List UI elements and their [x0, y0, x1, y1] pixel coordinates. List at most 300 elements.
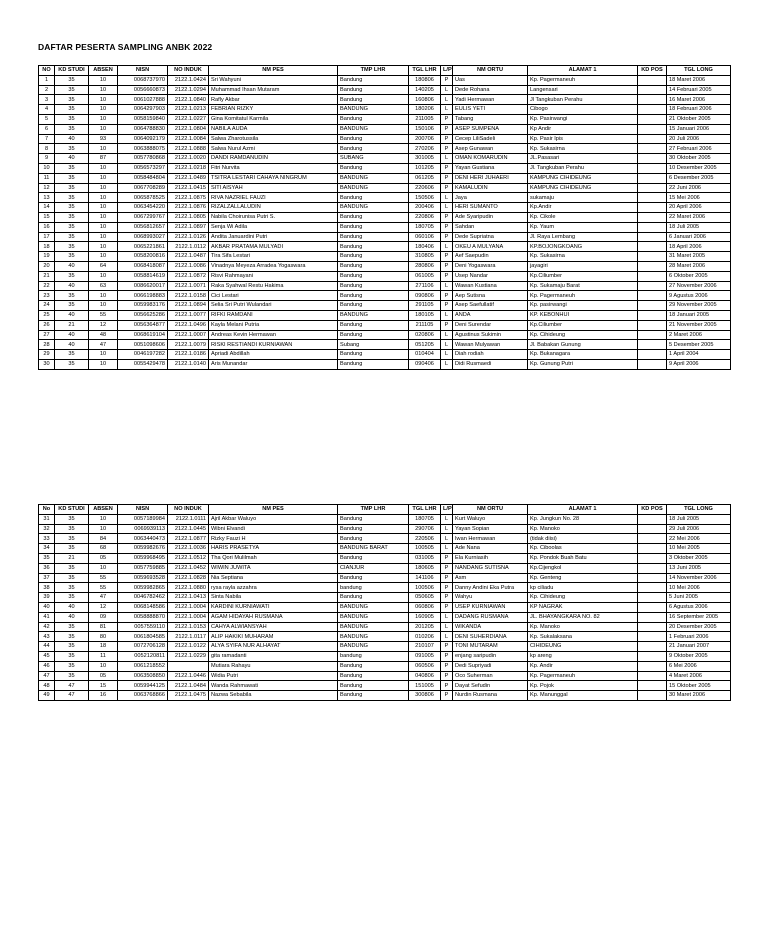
cell-tmp-lhr: Bandung	[338, 573, 409, 583]
cell-tgl-lhr: 180206	[409, 105, 441, 115]
cell-kd-studi: 35	[55, 573, 89, 583]
cell-no-induk: 2122.1.0140	[168, 359, 209, 369]
header-tmp-lhr: TMP LHR	[338, 66, 409, 76]
cell-no: 36	[39, 563, 55, 573]
cell-tmp-lhr: Bandung	[338, 193, 409, 203]
table-row	[39, 544, 731, 554]
cell-absen: 84	[89, 534, 118, 544]
cell-tmp-lhr: Bandung	[338, 320, 409, 330]
cell-kd-studi: 35	[55, 222, 89, 232]
cell-no-induk: 2122.1.0487	[168, 252, 209, 262]
cell-nm-pes: TSITRA LESTARI CAHAYA NINGRUM	[209, 173, 338, 183]
cell-tgl-lhr: 200706	[409, 134, 441, 144]
cell-lp: L	[441, 350, 453, 360]
cell-no: 9	[39, 154, 55, 164]
cell-lp: L	[441, 193, 453, 203]
cell-no: 8	[39, 144, 55, 154]
cell-nm-pes: WIWIN JUWITA	[209, 563, 338, 573]
cell-alamat-1: Kp. Pojok	[528, 681, 638, 691]
cell-tgl-lhr: 180605	[409, 563, 441, 573]
cell-tgl-lhr: 060806	[409, 602, 441, 612]
cell-no-induk: 2122.1.0004	[168, 602, 209, 612]
cell-no: 18	[39, 242, 55, 252]
cell-nm-ortu: Yayan Sopian	[453, 524, 528, 534]
cell-lp: P	[441, 114, 453, 124]
cell-tgl-lhr: 201205	[409, 622, 441, 632]
cell-absen: 55	[89, 583, 118, 593]
cell-alamat-1: KP. KEBONHUI	[528, 310, 638, 320]
cell-nm-pes: Senja Wi Adila	[209, 222, 338, 232]
cell-tgl-lhr: 040806	[409, 671, 441, 681]
cell-alamat-1: Kp. Pagermaneuh	[528, 671, 638, 681]
cell-kd-pos	[638, 291, 667, 301]
cell-tmp-lhr: Bandung	[338, 252, 409, 262]
cell-lp: P	[441, 553, 453, 563]
header-kd-studi: KD STUDI	[55, 505, 89, 515]
cell-lp: L	[441, 310, 453, 320]
cell-alamat-1: Kp.Andir	[528, 203, 638, 213]
cell-absen: 93	[89, 134, 118, 144]
cell-nm-ortu: Dedi Supriyadi	[453, 661, 528, 671]
cell-tgl-long: 18 Juli 2005	[667, 222, 731, 232]
cell-absen: 10	[89, 301, 118, 311]
cell-lp: P	[441, 271, 453, 281]
cell-nm-ortu: Uas	[453, 75, 528, 85]
cell-alamat-1: Kp. Sukasirna	[528, 252, 638, 262]
cell-no-induk: 2122.1.0071	[168, 281, 209, 291]
cell-nisn: 0086620017	[118, 281, 168, 291]
cell-nm-pes: FEBRIAN RIZKY	[209, 105, 338, 115]
table-row	[39, 232, 731, 242]
cell-nisn: 0072706128	[118, 642, 168, 652]
cell-nm-pes: Andita Januardini Putri	[209, 232, 338, 242]
cell-absen: 05	[89, 671, 118, 681]
cell-lp: P	[441, 651, 453, 661]
cell-kd-pos	[638, 271, 667, 281]
cell-alamat-1: Kp. Cihideung	[528, 330, 638, 340]
cell-alamat-1: KAMPUNG CIHIDEUNG	[528, 183, 638, 193]
table-row	[39, 85, 731, 95]
cell-tmp-lhr: Bandung	[338, 359, 409, 369]
cell-tgl-long: 16 Maret 2006	[667, 95, 731, 105]
cell-tgl-long: 27 November 2006	[667, 281, 731, 291]
cell-nm-ortu: DENI SUHERDIANA	[453, 632, 528, 642]
cell-tmp-lhr: Bandung	[338, 524, 409, 534]
cell-tgl-lhr: 061005	[409, 271, 441, 281]
cell-kd-studi: 35	[55, 163, 89, 173]
cell-tgl-long: 13 Juni 2005	[667, 563, 731, 573]
cell-kd-studi: 35	[55, 124, 89, 134]
cell-no: 47	[39, 671, 55, 681]
table-row	[39, 212, 731, 222]
cell-nm-pes: Mutiara Rahayu	[209, 661, 338, 671]
cell-nm-pes: ALYA SYIFA NUR ALHAYAT	[209, 642, 338, 652]
cell-nisn: 0063508850	[118, 671, 168, 681]
cell-lp: P	[441, 681, 453, 691]
cell-tgl-lhr: 310805	[409, 252, 441, 262]
cell-alamat-1: Kp. Pagermaneuh	[528, 291, 638, 301]
cell-no: 22	[39, 281, 55, 291]
cell-no-induk: 2122.1.0424	[168, 75, 209, 85]
cell-absen: 15	[89, 681, 118, 691]
cell-absen: 47	[89, 340, 118, 350]
cell-tgl-long: 22 Maret 2006	[667, 212, 731, 222]
cell-absen: 10	[89, 222, 118, 232]
cell-no-induk: 2122.1.0445	[168, 524, 209, 534]
cell-nm-pes: Aris Munandar	[209, 359, 338, 369]
cell-tmp-lhr: BANDUNG	[338, 622, 409, 632]
cell-nisn: 0068737970	[118, 75, 168, 85]
cell-kd-pos	[638, 281, 667, 291]
cell-nm-pes: RIFKI RAMDANI	[209, 310, 338, 320]
table-row	[39, 183, 731, 193]
cell-alamat-1: Kp. Cihideung	[528, 593, 638, 603]
cell-absen: 11	[89, 651, 118, 661]
cell-tmp-lhr: BANDUNG	[338, 642, 409, 652]
cell-no: 32	[39, 524, 55, 534]
cell-kd-studi: 40	[55, 261, 89, 271]
cell-tgl-long: 2 Maret 2006	[667, 330, 731, 340]
header-kd-pos: KD POS	[638, 66, 667, 76]
cell-kd-pos	[638, 553, 667, 563]
cell-tgl-lhr: 151005	[409, 681, 441, 691]
cell-nm-ortu: Wawan Kustiana	[453, 281, 528, 291]
cell-no-induk: 2122.1.0227	[168, 114, 209, 124]
cell-nisn: 0064788830	[118, 124, 168, 134]
cell-lp: P	[441, 642, 453, 652]
cell-alamat-1: kp ciliadu	[528, 583, 638, 593]
cell-lp: P	[441, 661, 453, 671]
cell-tgl-long: 21 November 2005	[667, 320, 731, 330]
cell-tgl-long: 20 Desember 2005	[667, 622, 731, 632]
cell-kd-pos	[638, 534, 667, 544]
cell-nm-ortu: Asep Gunawan	[453, 144, 528, 154]
cell-nisn: 0064092179	[118, 134, 168, 144]
cell-nm-pes: RISKI RESTIANDI KURNIAWAN	[209, 340, 338, 350]
cell-tgl-lhr: 140205	[409, 85, 441, 95]
cell-no-induk: 2122.1.0877	[168, 534, 209, 544]
cell-nm-pes: ALIP HAKIKI MUHARAM	[209, 632, 338, 642]
cell-alamat-1: Cibogo	[528, 105, 638, 115]
cell-tgl-lhr: 220806	[409, 212, 441, 222]
cell-no: 30	[39, 359, 55, 369]
table-row	[39, 271, 731, 281]
cell-tgl-lhr: 010404	[409, 350, 441, 360]
cell-nisn: 0058814619	[118, 271, 168, 281]
cell-alamat-1: KP.BOJONGKOANG	[528, 242, 638, 252]
cell-nm-pes: RIVA NAZRIEL FAUZI	[209, 193, 338, 203]
header-no: No	[39, 505, 55, 515]
cell-kd-studi: 35	[55, 622, 89, 632]
cell-absen: 10	[89, 291, 118, 301]
cell-kd-studi: 35	[55, 291, 89, 301]
cell-kd-studi: 35	[55, 105, 89, 115]
cell-kd-studi: 35	[55, 242, 89, 252]
cell-kd-pos	[638, 261, 667, 271]
table-row	[39, 291, 731, 301]
cell-absen: 48	[89, 330, 118, 340]
cell-nm-ortu: EULIS YETI	[453, 105, 528, 115]
cell-nm-pes: Widia Putri	[209, 671, 338, 681]
cell-nisn: 0067708289	[118, 183, 168, 193]
cell-tgl-long: 14 Februari 2005	[667, 85, 731, 95]
cell-tgl-long: 9 Oktober 2005	[667, 651, 731, 661]
cell-lp: P	[441, 173, 453, 183]
cell-nisn: 0058484804	[118, 173, 168, 183]
cell-tgl-lhr: 090406	[409, 359, 441, 369]
cell-tmp-lhr: BANDUNG	[338, 173, 409, 183]
cell-kd-pos	[638, 124, 667, 134]
cell-nisn: 0065878525	[118, 193, 168, 203]
cell-kd-pos	[638, 359, 667, 369]
cell-no: 26	[39, 320, 55, 330]
cell-no-induk: 2122.1.0446	[168, 671, 209, 681]
cell-absen: 16	[89, 691, 118, 701]
cell-no-induk: 2122.1.0213	[168, 105, 209, 115]
cell-no-induk: 2122.1.0077	[168, 310, 209, 320]
cell-no-induk: 2122.1.0452	[168, 563, 209, 573]
cell-no: 23	[39, 291, 55, 301]
cell-nm-ortu: OMAN KOMARUDIN	[453, 154, 528, 164]
cell-tmp-lhr: Bandung	[338, 350, 409, 360]
cell-lp: P	[441, 691, 453, 701]
table-row	[39, 144, 731, 154]
cell-no: 31	[39, 514, 55, 524]
cell-kd-studi: 35	[55, 252, 89, 262]
header-kd-studi: KD STUDI	[55, 66, 89, 76]
table-row	[39, 661, 731, 671]
cell-no: 34	[39, 544, 55, 554]
cell-tgl-long: 1 April 2004	[667, 350, 731, 360]
cell-tmp-lhr: Bandung	[338, 691, 409, 701]
cell-nm-pes: Wibni Elvandi	[209, 524, 338, 534]
cell-kd-studi: 35	[55, 193, 89, 203]
cell-tmp-lhr: Bandung	[338, 163, 409, 173]
cell-no-induk: 2122.1.0111	[168, 514, 209, 524]
cell-tgl-lhr: 220606	[409, 183, 441, 193]
cell-nm-ortu: Aef Saepudin	[453, 252, 528, 262]
cell-tgl-lhr: 270206	[409, 144, 441, 154]
cell-nm-ortu: Danny Andini Eka Putra	[453, 583, 528, 593]
cell-no: 43	[39, 632, 55, 642]
cell-absen: 18	[89, 642, 118, 652]
header-no-induk: NO INDUK	[168, 505, 209, 515]
cell-tgl-long: 6 Januari 2006	[667, 232, 731, 242]
cell-kd-pos	[638, 583, 667, 593]
cell-tgl-long: 30 Oktober 2005	[667, 154, 731, 164]
cell-kd-pos	[638, 242, 667, 252]
cell-nm-ortu: Oco Suherman	[453, 671, 528, 681]
cell-kd-pos	[638, 173, 667, 183]
cell-no-induk: 2122.1.0186	[168, 350, 209, 360]
cell-alamat-1: Kp. Sukamaju Barat	[528, 281, 638, 291]
cell-kd-studi: 35	[55, 642, 89, 652]
cell-no: 33	[39, 534, 55, 544]
cell-tgl-lhr: 150506	[409, 193, 441, 203]
table-row	[39, 622, 731, 632]
cell-nm-pes: Rafly Akbar	[209, 95, 338, 105]
cell-no: 29	[39, 350, 55, 360]
cell-kd-pos	[638, 330, 667, 340]
cell-absen: 10	[89, 359, 118, 369]
cell-no-induk: 2122.1.0888	[168, 144, 209, 154]
table-row	[39, 124, 731, 134]
header-no-induk: NO INDUK	[168, 66, 209, 76]
cell-tmp-lhr: Bandung	[338, 291, 409, 301]
cell-tgl-long: 5 Desember 2005	[667, 340, 731, 350]
cell-kd-pos	[638, 310, 667, 320]
cell-kd-pos	[638, 622, 667, 632]
cell-no-induk: 2122.1.0079	[168, 340, 209, 350]
cell-no: 13	[39, 193, 55, 203]
cell-nm-pes: Nabila Choirunisa Putri S.	[209, 212, 338, 222]
cell-tgl-lhr: 180806	[409, 75, 441, 85]
header-nm-pes: NM PES	[209, 505, 338, 515]
cell-absen: 10	[89, 95, 118, 105]
table-row	[39, 242, 731, 252]
cell-kd-studi: 35	[55, 514, 89, 524]
cell-no-induk: 2122.1.0875	[168, 193, 209, 203]
cell-tgl-long: 15 Mei 2006	[667, 193, 731, 203]
cell-kd-pos	[638, 134, 667, 144]
cell-alamat-1: Kp. Cikole	[528, 212, 638, 222]
table-row	[39, 134, 731, 144]
cell-nisn: 0068619104	[118, 330, 168, 340]
cell-kd-studi: 35	[55, 632, 89, 642]
cell-alamat-1: Kp. Sukasirna	[528, 144, 638, 154]
cell-nisn: 0056660873	[118, 85, 168, 95]
cell-absen: 10	[89, 124, 118, 134]
cell-tgl-long: 6 Mei 2006	[667, 661, 731, 671]
table-row	[39, 350, 731, 360]
cell-nisn: 0057780868	[118, 154, 168, 164]
header-lp: L/P	[441, 66, 453, 76]
cell-tgl-long: 20 Juli 2006	[667, 134, 731, 144]
cell-nm-pes: Salwa Nurul Azmi	[209, 144, 338, 154]
cell-kd-studi: 35	[55, 350, 89, 360]
cell-absen: 10	[89, 85, 118, 95]
cell-lp: L	[441, 359, 453, 369]
cell-no-induk: 2122.1.0828	[168, 573, 209, 583]
cell-kd-pos	[638, 632, 667, 642]
cell-tgl-long: 9 April 2006	[667, 359, 731, 369]
cell-no-induk: 2122.1.0489	[168, 173, 209, 183]
cell-nm-pes: AGAM HIDAYAH RUSMANA	[209, 612, 338, 622]
cell-no: 17	[39, 232, 55, 242]
cell-tmp-lhr: Bandung	[338, 661, 409, 671]
cell-absen: 10	[89, 203, 118, 213]
cell-nm-ortu: Usep Nandar	[453, 271, 528, 281]
cell-kd-studi: 35	[55, 183, 89, 193]
cell-tgl-long: 1 Februari 2006	[667, 632, 731, 642]
cell-nm-ortu: enjang saripudin	[453, 651, 528, 661]
cell-kd-studi: 35	[55, 524, 89, 534]
participant-table-2	[38, 504, 731, 701]
cell-nm-ortu: Dede Supriatna	[453, 232, 528, 242]
cell-kd-studi: 21	[55, 553, 89, 563]
cell-tmp-lhr: Bandung	[338, 281, 409, 291]
cell-no: 15	[39, 212, 55, 222]
cell-lp: P	[441, 183, 453, 193]
cell-tgl-long: 10 Desember 2005	[667, 163, 731, 173]
cell-lp: L	[441, 203, 453, 213]
cell-alamat-1: Jl Tangkuban Perahu	[528, 95, 638, 105]
cell-lp: L	[441, 544, 453, 554]
cell-nm-ortu: Iwan Hermawan	[453, 534, 528, 544]
cell-lp: L	[441, 524, 453, 534]
cell-absen: 64	[89, 261, 118, 271]
cell-alamat-1: Kp. pasirwangi	[528, 301, 638, 311]
cell-tmp-lhr: Subang	[338, 340, 409, 350]
cell-absen: 09	[89, 612, 118, 622]
table-row	[39, 514, 731, 524]
cell-nm-ortu: Asep Saefullatif	[453, 301, 528, 311]
cell-tgl-lhr: 180705	[409, 222, 441, 232]
cell-tgl-long: 3 Oktober 2005	[667, 553, 731, 563]
cell-tgl-long: 22 Mei 2006	[667, 534, 731, 544]
cell-lp: L	[441, 330, 453, 340]
cell-no: 37	[39, 573, 55, 583]
table-row	[39, 95, 731, 105]
cell-kd-pos	[638, 252, 667, 262]
cell-absen: 10	[89, 163, 118, 173]
cell-lp: L	[441, 105, 453, 115]
cell-tgl-long: 29 November 2005	[667, 301, 731, 311]
cell-lp: P	[441, 671, 453, 681]
cell-nm-pes: Vinadnya Meyeza Arradea Yogaswara	[209, 261, 338, 271]
cell-nisn: 0059982676	[118, 544, 168, 554]
cell-tgl-long: 22 Juni 2006	[667, 183, 731, 193]
cell-nisn: 0064297903	[118, 105, 168, 115]
cell-alamat-1: Kp. Gunung Putri	[528, 359, 638, 369]
table-row	[39, 310, 731, 320]
cell-no: 1	[39, 75, 55, 85]
cell-tgl-long: 20 April 2006	[667, 203, 731, 213]
cell-nisn: 0057189984	[118, 514, 168, 524]
cell-no-induk: 2122.1.0218	[168, 163, 209, 173]
cell-kd-studi: 35	[55, 85, 89, 95]
cell-nm-pes: Cici Lestari	[209, 291, 338, 301]
cell-nm-ortu: USEP KURNIAWAN	[453, 602, 528, 612]
table-row	[39, 173, 731, 183]
cell-no: 39	[39, 593, 55, 603]
cell-kd-studi: 35	[55, 144, 89, 154]
cell-tmp-lhr: BANDUNG	[338, 124, 409, 134]
cell-alamat-1: Kp. Pagermaneuh	[528, 75, 638, 85]
cell-no: 46	[39, 661, 55, 671]
cell-lp: L	[441, 612, 453, 622]
cell-nm-ortu: Kurt Waluyo	[453, 514, 528, 524]
cell-tmp-lhr: Bandung	[338, 75, 409, 85]
cell-kd-pos	[638, 222, 667, 232]
cell-no: 2	[39, 85, 55, 95]
cell-alamat-1: KAMPUNG CIHIDEUNG	[528, 173, 638, 183]
cell-lp: L	[441, 154, 453, 164]
cell-kd-pos	[638, 651, 667, 661]
cell-lp: L	[441, 514, 453, 524]
cell-tgl-long: 18 April 2006	[667, 242, 731, 252]
cell-nm-ortu: Cecep LiliSadeli	[453, 134, 528, 144]
cell-no-induk: 2122.1.0007	[168, 330, 209, 340]
cell-lp: L	[441, 281, 453, 291]
cell-kd-studi: 35	[55, 95, 89, 105]
cell-nm-ortu: WIKANDA	[453, 622, 528, 632]
cell-alamat-1: Kp.Ciliumber	[528, 320, 638, 330]
cell-nisn: 0063768866	[118, 691, 168, 701]
cell-kd-pos	[638, 193, 667, 203]
cell-nisn: 0061218552	[118, 661, 168, 671]
header-no: NO	[39, 66, 55, 76]
